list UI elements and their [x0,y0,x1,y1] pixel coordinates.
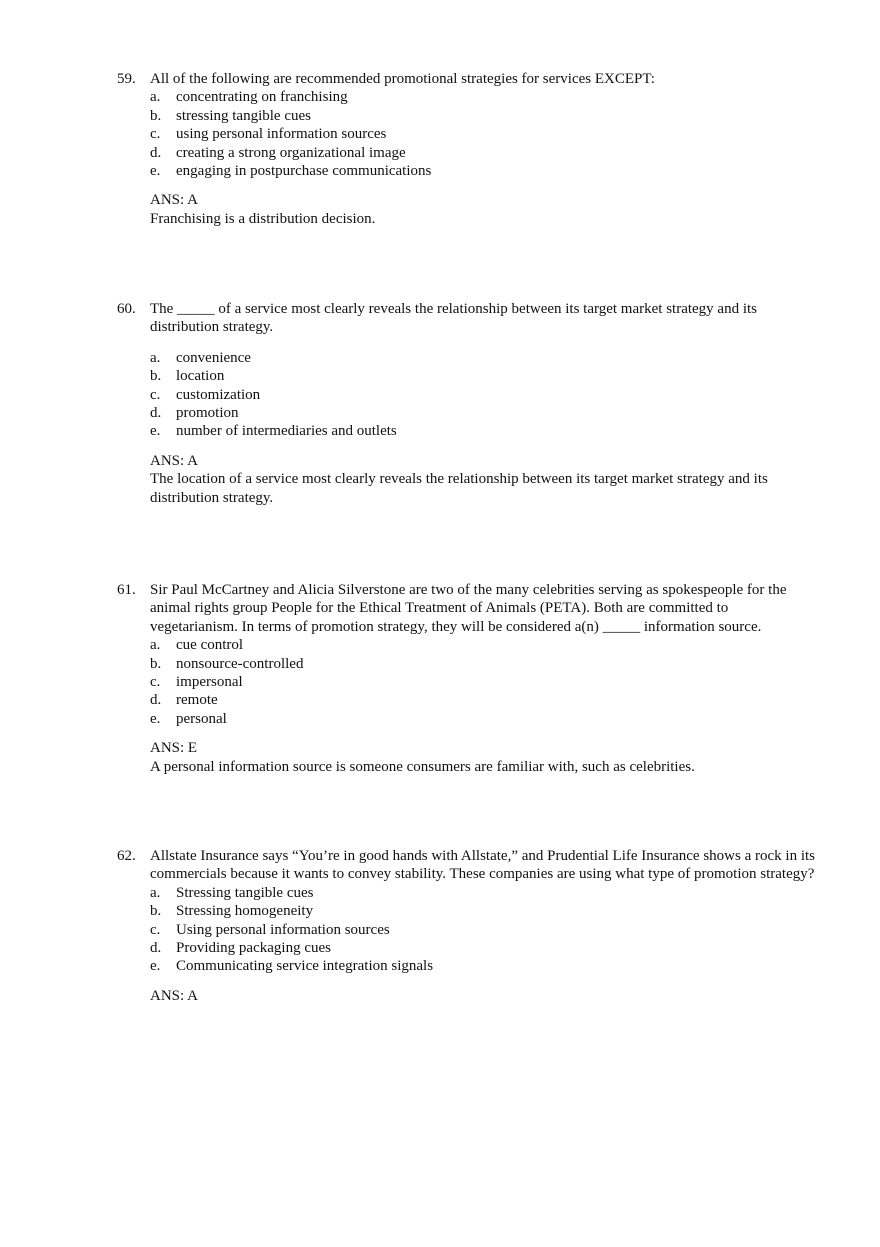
option-text: remote [176,692,218,709]
question-stem: Allstate Insurance says “You’re in good hands with Allstate,” and Prudential Life Insurance shows a rock in its commercials because it wants to convey stability. These companies are using what type of promotion strategy? [150,848,815,883]
option-letter: d. [150,940,162,957]
option-letter: b. [150,903,162,920]
question-number: 60. [117,301,136,317]
answer-block [150,987,817,1005]
option-text: creating a strong organizational image [176,144,406,161]
option-c [150,125,817,143]
question-header [117,70,817,88]
option-text: concentrating on franchising [176,89,348,106]
answer-key: ANS: A [150,452,198,469]
option-e [150,422,817,440]
option-d [150,691,817,709]
option-c [150,921,817,939]
option-a [150,636,817,654]
option-letter: c. [150,126,161,143]
question-number: 61. [117,582,136,598]
question-stem: The _____ of a service most clearly reveals the relationship between its target market strategy and its distribution strategy. [150,301,758,336]
option-text: convenience [176,349,251,366]
question-stem: Sir Paul McCartney and Alicia Silverstone are two of the many celebrities serving as spokespeople for the animal rights group People for the Ethical Treatment of Animals (PETA). Both are committed to vegetarianism. In terms of promotion strategy, they will be considered a(n) _____ information source. [150,582,787,635]
option-text: personal [176,710,227,727]
option-text: location [176,368,225,385]
question-stem: All of the following are recommended promotional strategies for services EXCEPT: [150,71,655,87]
option-b [150,902,817,920]
answer-explanation: The location of a service most clearly reveals the relationship between its target market strategy and its distribution strategy. [150,471,768,506]
option-e [150,957,817,975]
option-text: number of intermediaries and outlets [176,423,397,440]
option-e [150,162,817,180]
option-letter: e. [150,710,161,727]
question-header [117,847,817,884]
options-list [150,884,817,976]
option-b [150,655,817,673]
option-text: Using personal information sources [176,921,390,938]
question-header [117,300,817,337]
option-c [150,673,817,691]
option-letter: a. [150,884,161,901]
option-letter: e. [150,163,161,180]
question-60 [117,300,817,507]
options-list [150,636,817,728]
option-text: Stressing tangible cues [176,884,314,901]
option-letter: b. [150,655,162,672]
option-letter: c. [150,674,161,691]
option-b [150,107,817,125]
answer-key: ANS: A [150,192,198,209]
option-a [150,88,817,106]
option-a [150,349,817,367]
option-text: Providing packaging cues [176,940,331,957]
question-number: 62. [117,848,136,864]
option-text: Communicating service integration signals [176,958,434,975]
question-59 [117,70,817,228]
option-letter: a. [150,89,161,106]
option-text: customization [176,386,261,403]
option-letter: e. [150,958,161,975]
option-e [150,710,817,728]
option-a [150,884,817,902]
option-letter: a. [150,637,161,654]
option-letter: d. [150,692,162,709]
answer-key: ANS: E [150,740,198,757]
option-letter: a. [150,349,161,366]
option-text: nonsource-controlled [176,655,304,672]
option-text: Stressing homogeneity [176,903,314,920]
question-61 [117,581,817,776]
option-letter: b. [150,107,162,124]
option-letter: e. [150,423,161,440]
options-list [150,88,817,180]
question-number: 59. [117,71,136,87]
option-d [150,144,817,162]
option-text: engaging in postpurchase communications [176,163,432,180]
answer-block [150,191,817,228]
answer-explanation: A personal information source is someone consumers are familiar with, such as celebrities. [150,758,695,775]
option-text: promotion [176,405,239,422]
option-text: stressing tangible cues [176,107,311,124]
options-list [150,349,817,441]
option-text: using personal information sources [176,126,387,143]
option-text: impersonal [176,674,243,691]
answer-block [150,739,817,776]
answer-block [150,452,817,507]
answer-key: ANS: A [150,987,198,1004]
option-b [150,367,817,385]
option-c [150,386,817,404]
option-d [150,939,817,957]
option-letter: b. [150,368,162,385]
option-letter: d. [150,144,162,161]
question-header [117,581,817,636]
option-letter: c. [150,921,161,938]
option-d [150,404,817,422]
question-62 [117,847,817,1005]
option-text: cue control [176,637,244,654]
option-letter: d. [150,405,162,422]
option-letter: c. [150,386,161,403]
answer-explanation: Franchising is a distribution decision. [150,210,376,227]
